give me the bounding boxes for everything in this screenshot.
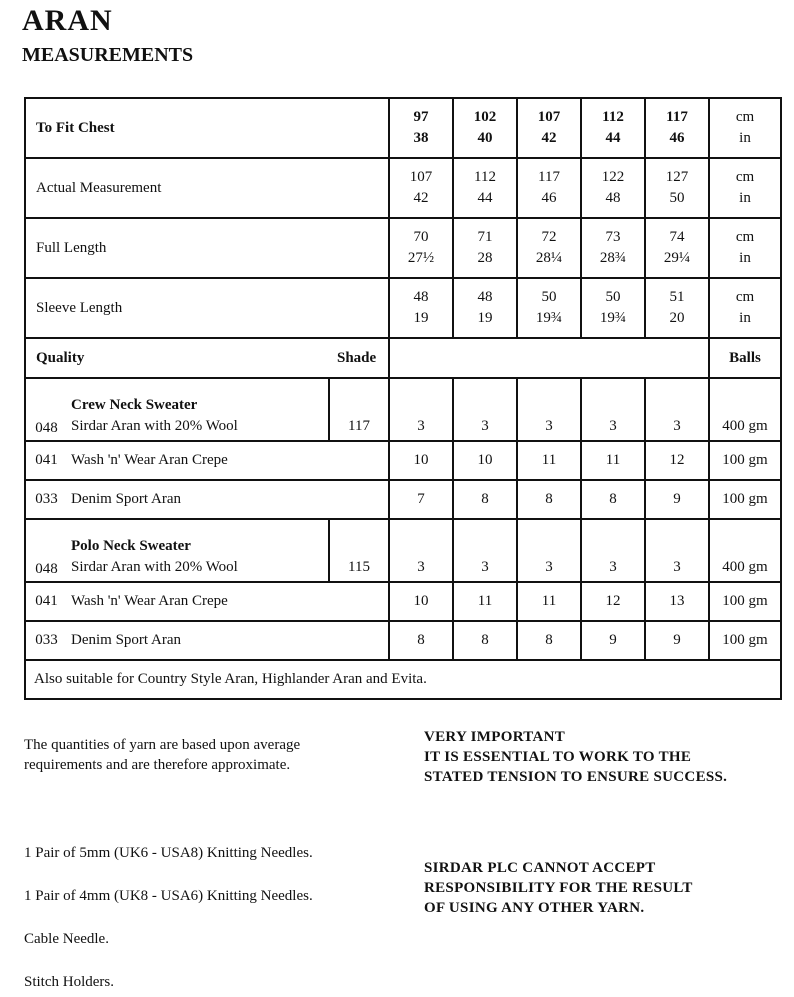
yarn-name-cell — [67, 378, 329, 441]
equipment-item: Cable Needle. — [24, 931, 109, 947]
size-in-value: 19¾ — [535, 310, 563, 326]
size-cm-value: 117 — [538, 169, 560, 185]
size-in-value: 38 — [413, 130, 429, 146]
yarn-qty-cell: 8 — [517, 480, 581, 519]
size-cm-value: 127 — [665, 169, 689, 185]
yarn-qty-cell: 10 — [389, 582, 453, 621]
size-cm-value: 122 — [601, 169, 625, 185]
size-in-value: 42 — [413, 190, 429, 206]
yarn-code: 048 — [25, 519, 67, 582]
size-in-value: 48 — [605, 190, 621, 206]
size-cm-value: 50 — [605, 289, 621, 305]
yarn-qty-cell: 9 — [645, 621, 709, 660]
measurement-row — [25, 278, 781, 338]
measurement-row — [25, 218, 781, 278]
yarn-qty-cell: 11 — [453, 582, 517, 621]
size-in-value: 46 — [669, 130, 685, 146]
size-value-cell — [645, 158, 709, 218]
quality-header: Quality — [25, 338, 329, 378]
yarn-name: Wash 'n' Wear Aran Crepe — [71, 593, 228, 609]
yarn-qty-cell: 12 — [581, 582, 645, 621]
size-value-cell — [517, 278, 581, 338]
yarn-qty-cell: 3 — [389, 378, 453, 441]
size-in-value: 28 — [477, 250, 493, 266]
yarn-code: 041 — [25, 582, 67, 621]
yarn-name-cell — [67, 621, 389, 660]
yarn-qty-cell: 7 — [389, 480, 453, 519]
size-cm-value: 48 — [477, 289, 493, 305]
garment-heading: Crew Neck Sweater — [71, 397, 198, 413]
yarn-name: Sirdar Aran with 20% Wool — [71, 418, 238, 434]
unit-cell — [709, 278, 781, 338]
yarn-row — [25, 582, 781, 621]
size-cm-value: 112 — [602, 109, 624, 125]
yarn-qty-cell: 3 — [645, 378, 709, 441]
yarn-qty-cell: 9 — [645, 480, 709, 519]
unit-cm: cm — [735, 109, 755, 125]
size-value-cell — [581, 98, 645, 158]
size-in-value: 19¾ — [599, 310, 627, 326]
yarn-qty-cell: 10 — [453, 441, 517, 480]
size-cm-value: 48 — [413, 289, 429, 305]
unit-in: in — [739, 250, 751, 266]
size-value-cell — [389, 98, 453, 158]
size-value-cell — [645, 98, 709, 158]
size-in-value: 40 — [477, 130, 493, 146]
unit-cell — [709, 98, 781, 158]
yarn-name-cell — [67, 582, 389, 621]
yarn-qty-cell: 3 — [453, 519, 517, 582]
size-cm-value: 73 — [605, 229, 621, 245]
size-in-value: 19 — [477, 310, 493, 326]
size-cm-value: 102 — [473, 109, 497, 125]
yarn-name-cell — [67, 480, 389, 519]
page-subtitle: MEASUREMENTS — [22, 44, 194, 66]
ball-weight: 100 gm — [709, 441, 781, 480]
measurement-label: Full Length — [25, 218, 389, 278]
yarn-qty-cell: 3 — [517, 519, 581, 582]
measurements-table — [24, 97, 782, 700]
ball-weight: 400 gm — [709, 519, 781, 582]
unit-in: in — [739, 130, 751, 146]
yarn-qty-cell: 3 — [453, 378, 517, 441]
size-in-value: 27½ — [407, 250, 435, 266]
size-value-cell — [581, 218, 645, 278]
yarn-qty-cell: 11 — [517, 441, 581, 480]
size-cm-value: 71 — [477, 229, 493, 245]
measurement-row — [25, 158, 781, 218]
unit-cm: cm — [735, 169, 755, 185]
table-note: Also suitable for Country Style Aran, Highlander Aran and Evita. — [25, 660, 781, 699]
yarn-code: 041 — [25, 441, 67, 480]
size-value-cell — [453, 218, 517, 278]
yarn-row — [25, 519, 781, 582]
yarn-name: Wash 'n' Wear Aran Crepe — [71, 452, 228, 468]
disclaimer-notice: SIRDAR PLC CANNOT ACCEPT RESPONSIBILITY FOR THE RESULT OF USING ANY OTHER YARN. — [424, 860, 693, 916]
size-value-cell — [453, 278, 517, 338]
size-cm-value: 97 — [413, 109, 429, 125]
size-value-cell — [517, 98, 581, 158]
equipment-item: 1 Pair of 4mm (UK8 - USA6) Knitting Needles. — [24, 888, 313, 904]
unit-cm: cm — [735, 229, 755, 245]
yarn-qty-cell: 8 — [581, 480, 645, 519]
yarn-row — [25, 441, 781, 480]
size-in-value: 42 — [541, 130, 557, 146]
quantities-note: The quantities of yarn are based upon average requirements and are therefore approximate. — [24, 737, 301, 773]
yarn-name: Denim Sport Aran — [71, 632, 181, 648]
shade-value: 115 — [329, 519, 389, 582]
unit-cell — [709, 218, 781, 278]
size-cm-value: 107 — [409, 169, 433, 185]
size-value-cell — [581, 278, 645, 338]
yarn-qty-cell: 12 — [645, 441, 709, 480]
yarn-qty-cell: 3 — [581, 519, 645, 582]
yarn-qty-cell: 10 — [389, 441, 453, 480]
unit-cell — [709, 158, 781, 218]
yarn-qty-cell: 8 — [453, 480, 517, 519]
yarn-name: Sirdar Aran with 20% Wool — [71, 559, 238, 575]
yarn-qty-cell: 8 — [389, 621, 453, 660]
size-cm-value: 50 — [541, 289, 557, 305]
size-value-cell — [389, 218, 453, 278]
size-value-cell — [453, 158, 517, 218]
measurement-label: Sleeve Length — [25, 278, 389, 338]
yarn-name-cell — [67, 441, 389, 480]
yarn-qty-cell: 8 — [453, 621, 517, 660]
size-cm-value: 107 — [537, 109, 561, 125]
size-cm-value: 70 — [413, 229, 429, 245]
size-cm-value: 74 — [669, 229, 685, 245]
size-value-cell — [389, 278, 453, 338]
yarn-name-cell — [67, 519, 329, 582]
size-in-value: 50 — [669, 190, 685, 206]
size-value-cell — [645, 278, 709, 338]
yarn-qty-cell: 13 — [645, 582, 709, 621]
measurement-row — [25, 98, 781, 158]
equipment-item: 1 Pair of 5mm (UK6 - USA8) Knitting Needles. — [24, 845, 313, 861]
unit-in: in — [739, 310, 751, 326]
yarn-qty-cell: 3 — [581, 378, 645, 441]
size-value-cell — [389, 158, 453, 218]
size-in-value: 19 — [413, 310, 429, 326]
garment-heading: Polo Neck Sweater — [71, 538, 191, 554]
size-cm-value: 117 — [666, 109, 688, 125]
size-value-cell — [645, 218, 709, 278]
yarn-row — [25, 480, 781, 519]
balls-header: Balls — [709, 338, 781, 378]
ball-weight: 400 gm — [709, 378, 781, 441]
ball-weight: 100 gm — [709, 480, 781, 519]
important-notice: VERY IMPORTANT IT IS ESSENTIAL TO WORK TO THE STATED TENSION TO ENSURE SUCCESS. — [424, 729, 728, 785]
measurement-label: To Fit Chest — [25, 98, 389, 158]
size-cm-value: 72 — [541, 229, 557, 245]
size-in-value: 29¼ — [663, 250, 691, 266]
unit-in: in — [739, 190, 751, 206]
yarn-name: Denim Sport Aran — [71, 491, 181, 507]
shade-header: Shade — [329, 338, 389, 378]
size-in-value: 44 — [605, 130, 621, 146]
shade-value: 117 — [329, 378, 389, 441]
yarn-qty-cell: 3 — [645, 519, 709, 582]
size-value-cell — [581, 158, 645, 218]
yarn-qty-cell: 9 — [581, 621, 645, 660]
size-cm-value: 51 — [669, 289, 685, 305]
size-in-value: 44 — [477, 190, 493, 206]
yarn-code: 048 — [25, 378, 67, 441]
ball-weight: 100 gm — [709, 621, 781, 660]
unit-cm: cm — [735, 289, 755, 305]
yarn-code: 033 — [25, 480, 67, 519]
yarn-qty-cell: 11 — [581, 441, 645, 480]
page-title: ARAN — [22, 4, 113, 37]
size-value-cell — [517, 218, 581, 278]
yarn-code: 033 — [25, 621, 67, 660]
size-header-blank — [389, 338, 709, 378]
yarn-row — [25, 378, 781, 441]
yarn-qty-cell: 3 — [389, 519, 453, 582]
size-in-value: 46 — [541, 190, 557, 206]
yarn-header-row — [25, 338, 781, 378]
size-cm-value: 112 — [474, 169, 496, 185]
yarn-row — [25, 621, 781, 660]
yarn-qty-cell: 3 — [517, 378, 581, 441]
size-in-value: 28¼ — [535, 250, 563, 266]
size-in-value: 28¾ — [599, 250, 627, 266]
ball-weight: 100 gm — [709, 582, 781, 621]
measurement-label: Actual Measurement — [25, 158, 389, 218]
yarn-qty-cell: 11 — [517, 582, 581, 621]
size-in-value: 20 — [669, 310, 685, 326]
equipment-item: Stitch Holders. — [24, 974, 114, 990]
size-value-cell — [453, 98, 517, 158]
yarn-qty-cell: 8 — [517, 621, 581, 660]
size-value-cell — [517, 158, 581, 218]
table-note-row — [25, 660, 781, 699]
